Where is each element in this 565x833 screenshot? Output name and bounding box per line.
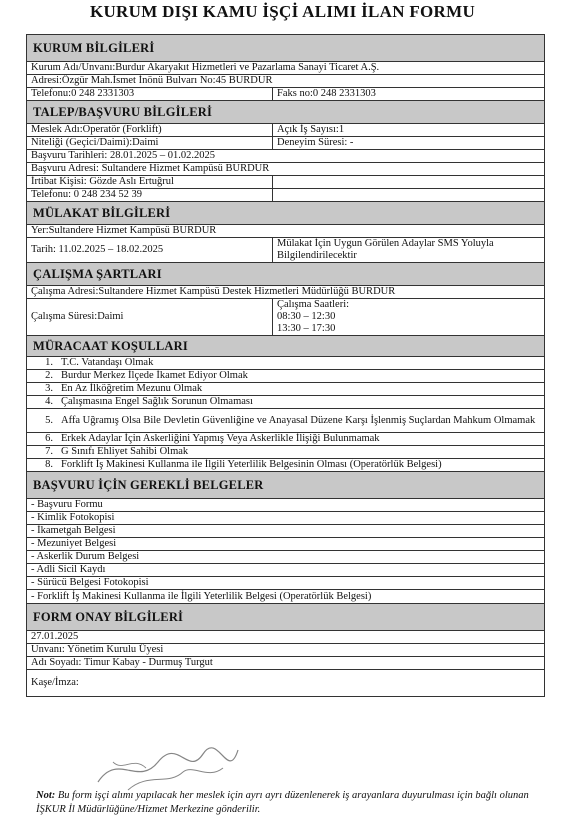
condition-text: En Az İlköğretim Mezunu Olmak xyxy=(61,383,203,394)
section-belgeler-title: BAŞVURU İÇİN GEREKLİ BELGELER xyxy=(27,472,545,499)
onay-date: 27.01.2025 xyxy=(27,631,545,644)
condition-item xyxy=(27,383,545,396)
talep-open-positions: Açık İş Sayısı:1 xyxy=(273,124,545,137)
condition-item xyxy=(27,446,545,459)
kurum-address: Adresi:Özgür Mah.İsmet İnönü Bulvarı No:45 BURDUR xyxy=(27,75,545,88)
condition-text: Erkek Adaylar İçin Askerliğini Yapmış Veya Askerlikle İlişiği Bulunmamak xyxy=(61,433,380,444)
condition-text: Burdur Merkez İlçede İkamet Ediyor Olmak xyxy=(61,370,248,381)
calisma-hours-morning: 08:30 – 12:30 xyxy=(277,311,336,322)
section-kurum-title: KURUM BİLGİLERİ xyxy=(27,35,545,62)
condition-number: 7. xyxy=(45,446,53,457)
footer-note xyxy=(36,789,536,817)
section-calisma-header xyxy=(27,263,545,286)
condition-text: G Sınıfı Ehliyet Sahibi Olmak xyxy=(61,446,189,457)
condition-number: 8. xyxy=(45,459,53,470)
condition-item xyxy=(27,433,545,446)
condition-text: Forklift İş Makinesi Kullanma ile İlgili Yeterlilik Belgesinin Olması (Operatörlük Belgesi) xyxy=(61,459,442,470)
talep-experience: Deneyim Süresi: - xyxy=(273,137,545,150)
document-item: - Kimlik Fotokopisi xyxy=(27,512,545,525)
kurum-name: Kurum Adı/Unvanı:Burdur Akaryakıt Hizmetleri ve Pazarlama Sanayi Ticaret A.Ş. xyxy=(27,62,545,75)
onay-name: Adı Soyadı: Timur Kabay - Durmuş Turgut xyxy=(27,657,545,670)
talep-dates: Başvuru Tarihleri: 28.01.2025 – 01.02.2025 xyxy=(27,150,545,163)
condition-number: 6. xyxy=(45,433,53,444)
section-talep-header xyxy=(27,101,545,124)
talep-occupation: Meslek Adı:Operatör (Forklift) xyxy=(27,124,273,137)
talep-type: Niteliği (Geçici/Daimi):Daimi xyxy=(27,137,273,150)
condition-text: Çalışmasına Engel Sağlık Sorunun Olmaması xyxy=(61,396,253,407)
kurum-fax: Faks no:0 248 2331303 xyxy=(273,88,545,101)
calisma-duration: Çalışma Süresi:Daimi xyxy=(27,299,273,336)
document-item: - İkametgah Belgesi xyxy=(27,525,545,538)
section-mulakat-title: MÜLAKAT BİLGİLERİ xyxy=(27,202,545,225)
section-onay-title: FORM ONAY BİLGİLERİ xyxy=(27,604,545,631)
section-belgeler-header xyxy=(27,472,545,499)
announcement-form xyxy=(26,34,544,697)
section-talep-title: TALEP/BAŞVURU BİLGİLERİ xyxy=(27,101,545,124)
section-muracaat-title: MÜRACAAT KOŞULLARI xyxy=(27,336,545,357)
section-mulakat-header xyxy=(27,202,545,225)
condition-text: T.C. Vatandaşı Olmak xyxy=(61,357,154,368)
section-onay-header xyxy=(27,604,545,631)
calisma-address: Çalışma Adresi:Sultandere Hizmet Kampüsü Destek Hizmetleri Müdürlüğü BURDUR xyxy=(27,286,545,299)
section-muracaat-header xyxy=(27,336,545,357)
form-title: KURUM DIŞI KAMU İŞÇİ ALIMI İLAN FORMU xyxy=(89,2,476,21)
condition-item xyxy=(27,370,545,383)
condition-number: 2. xyxy=(45,370,53,381)
section-kurum-header xyxy=(27,35,545,62)
condition-text: Affa Uğramış Olsa Bile Devletin Güvenliğine ve Anayasal Düzene Karşı İşlenmiş Suçlardan Mahkum Olmamak xyxy=(61,414,536,426)
condition-item xyxy=(27,396,545,409)
talep-address: Başvuru Adresi: Sultandere Hizmet Kampüsü BURDUR xyxy=(27,163,545,176)
document-item: - Askerlik Durum Belgesi xyxy=(27,551,545,564)
condition-number: 3. xyxy=(45,383,53,394)
note-label: Not: xyxy=(36,790,56,801)
kurum-phone: Telefonu:0 248 2331303 xyxy=(27,88,273,101)
document-item: - Mezuniyet Belgesi xyxy=(27,538,545,551)
document-item: - Adli Sicil Kaydı xyxy=(27,564,545,577)
onay-stamp-signature: Kaşe/İmza: xyxy=(27,670,545,697)
condition-number: 5. xyxy=(45,414,53,426)
form-table xyxy=(26,34,545,697)
document-item: - Başvuru Formu xyxy=(27,499,545,512)
signature-image xyxy=(88,742,248,794)
mulakat-location: Yer:Sultandere Hizmet Kampüsü BURDUR xyxy=(27,225,545,238)
calisma-hours xyxy=(273,299,545,336)
condition-number: 1. xyxy=(45,357,53,368)
note-text: Bu form işçi alımı yapılacak her meslek için ayrı ayrı düzenlenerek iş arayanlara duyurulması için bağlı olunan İŞKUR İl Müdürlüğüne/Hizmet Merkezine gönderilir. xyxy=(36,790,529,815)
mulakat-info: Mülakat İçin Uygun Görülen Adaylar SMS Yoluyla Bilgilendirilecektir xyxy=(273,238,545,263)
document-item: - Forklift İş Makinesi Kullanma ile İlgili Yeterlilik Belgesi (Operatörlük Belgesi) xyxy=(27,590,545,604)
onay-title: Unvanı: Yönetim Kurulu Üyesi xyxy=(27,644,545,657)
talep-contact: İrtibat Kişisi: Gözde Aslı Ertuğrul xyxy=(27,176,273,189)
calisma-hours-afternoon: 13:30 – 17:30 xyxy=(277,323,336,334)
calisma-hours-label: Çalışma Saatleri: xyxy=(277,299,350,310)
talep-contact-empty xyxy=(273,176,545,189)
talep-phone: Telefonu: 0 248 234 52 39 xyxy=(27,189,273,202)
condition-item xyxy=(27,459,545,472)
section-calisma-title: ÇALIŞMA ŞARTLARI xyxy=(27,263,545,286)
condition-item xyxy=(27,409,545,433)
condition-item xyxy=(27,357,545,370)
document-item: - Sürücü Belgesi Fotokopisi xyxy=(27,577,545,590)
condition-number: 4. xyxy=(45,396,53,407)
talep-phone-empty xyxy=(273,189,545,202)
mulakat-dates: Tarih: 11.02.2025 – 18.02.2025 xyxy=(27,238,273,263)
